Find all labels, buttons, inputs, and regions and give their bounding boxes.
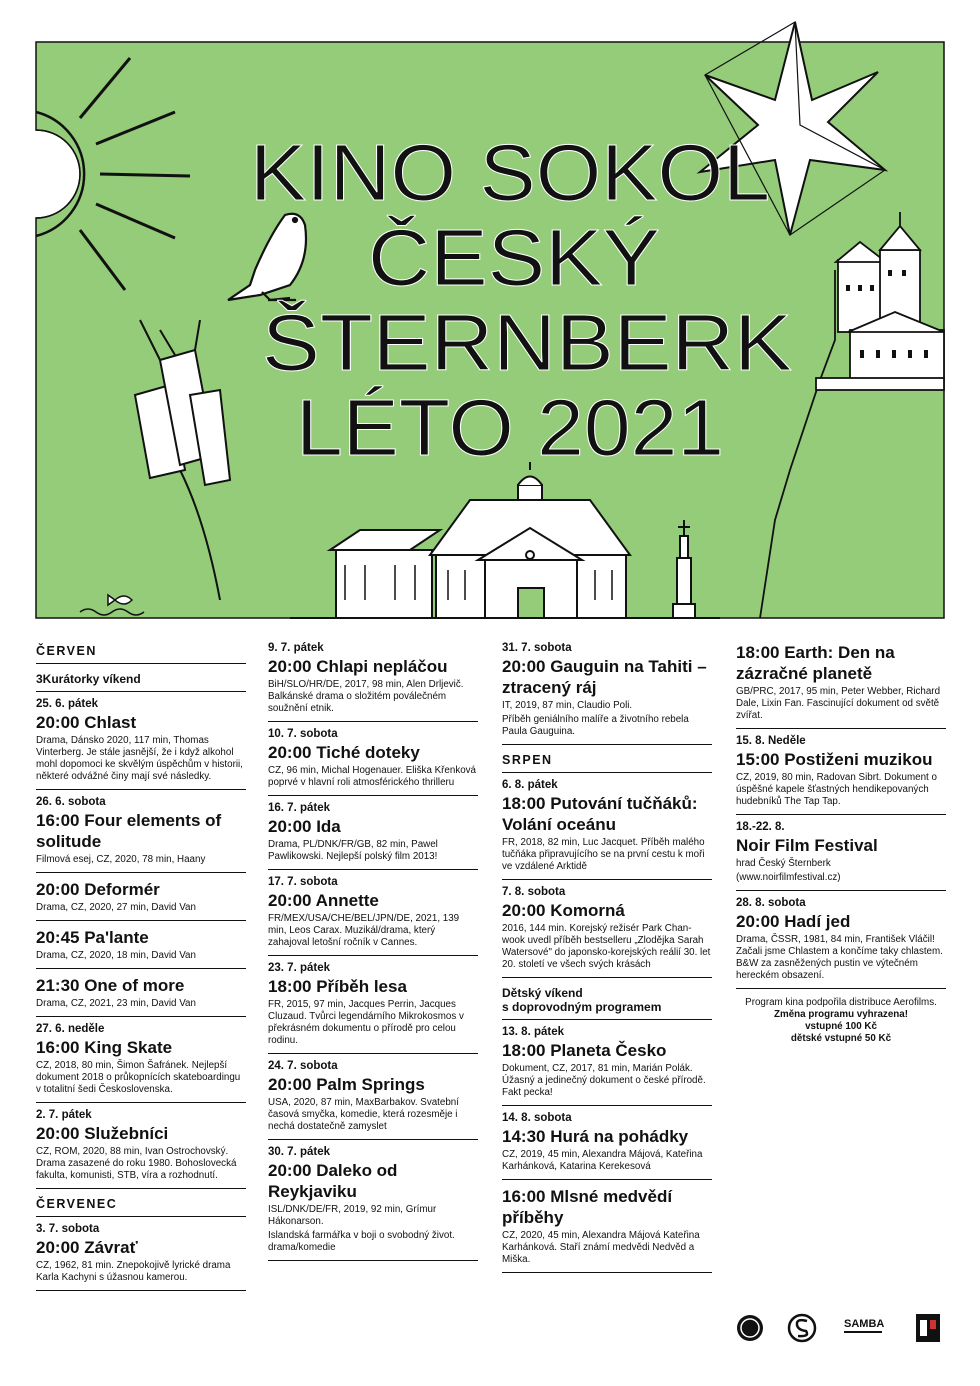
event-description: Drama, ČSSR, 1981, 84 min, František Vláčil! Začali jsme Chlastem a končíme taky chlastem. B&W za zasněžených pustin ve výtečném hereckém obsazení.: [736, 934, 943, 981]
event-title: 20:00 Palm Springs: [268, 1075, 425, 1094]
event-description: FR, 2015, 97 min, Jacques Perrin, Jacques Cluzaud. Tvůrci legendárního Mikrokosmos v překrásném dokumentu o přírodě pro celou rodinu.: [268, 999, 464, 1046]
event-date: 3. 7. sobota: [36, 1223, 100, 1235]
event-date: 16. 7. pátek: [268, 802, 331, 814]
event-description: 2016, 144 min. Korejský režisér Park Chan-wook uvedl příběh bestselleru „Zlodějka Sarah Watersové" do japonsko-korejských reálií 30. let 20. století ve všech svých krásách: [502, 923, 711, 970]
event-date: 10. 7. sobota: [268, 728, 338, 740]
event-title: 20:00 Ida: [268, 817, 341, 836]
event-date: 31. 7. sobota: [502, 642, 572, 654]
event-description-extra: Příběh geniálního malíře a životního rebela Paula Gauguina.: [502, 714, 689, 737]
event-item: [268, 722, 478, 796]
event-date: 25. 6. pátek: [36, 698, 99, 710]
event-item: [736, 815, 946, 891]
event-title: 20:00 Tiché doteky: [268, 743, 420, 762]
kids-weekend-label: [502, 978, 712, 1020]
event-date: 27. 6. neděle: [36, 1023, 105, 1035]
event-description: Drama, PL/DNK/FR/GB, 82 min, Pawel Pawlikowski. Nejlepší polský film 2013!: [268, 839, 438, 862]
logo-noir-icon: [916, 1314, 940, 1342]
event-date: 28. 8. sobota: [736, 897, 806, 909]
program-column-4: [736, 636, 946, 1045]
program-column-1: [36, 636, 246, 1291]
event-description: CZ, 2020, 45 min, Alexandra Májová Kateřina Karhánková. Staří známí medvědi Nedvěd a Miška.: [502, 1230, 700, 1265]
poster-banner: [0, 0, 980, 630]
event-item: [268, 1140, 478, 1261]
partner-logos: [736, 1310, 946, 1346]
event-title: 16:00 Mlsné medvědí příběhy: [502, 1187, 673, 1227]
event-title: 20:45 Pa'lante: [36, 928, 149, 947]
title-line-1: KINO SOKOL: [250, 128, 770, 217]
event-item: [36, 790, 246, 873]
event-item: [736, 636, 946, 729]
footer-kids-admission: dětské vstupné 50 Kč: [790, 1033, 892, 1044]
footer-sponsor: Program kina podpořila distribuce Aerofilms.: [745, 997, 937, 1008]
section-heading-july: ČERVENEC: [36, 1189, 246, 1217]
event-description: CZ, 2019, 45 min, Alexandra Májová, Kateřina Karhánková, Katarina Kerekesová: [502, 1149, 703, 1172]
event-title: 20:00 Deformér: [36, 880, 160, 899]
event-title: 20:00 Závrať: [36, 1238, 138, 1257]
event-item: [36, 692, 246, 790]
event-date: 23. 7. pátek: [268, 962, 331, 974]
event-date: 24. 7. sobota: [268, 1060, 338, 1072]
kids-weekend-line-1: Dětský víkend: [502, 986, 583, 1000]
event-date: 15. 8. Neděle: [736, 735, 806, 747]
event-title: 20:00 Annette: [268, 891, 379, 910]
event-title: 16:00 Four elements of solitude: [36, 811, 222, 851]
event-date: 6. 8. pátek: [502, 779, 558, 791]
event-title: 20:00 Chlapi nepláčou: [268, 657, 448, 676]
event-description: FR, 2018, 82 min, Luc Jacquet. Příběh malého tučňáka připravujícího se na první cestu k moři ve vzdálené Arktidě: [502, 837, 705, 872]
event-item: [36, 873, 246, 921]
section-heading-august: SRPEN: [502, 745, 712, 773]
curators-weekend-label: 3Kurátorky víkend: [36, 664, 246, 692]
event-description: ISL/DNK/DE/FR, 2019, 92 min, Grímur Hákonarson.: [268, 1204, 437, 1227]
event-title: 20:00 Služebníci: [36, 1124, 169, 1143]
kids-weekend-line-2: s doprovodným programem: [502, 1000, 662, 1014]
event-date: 26. 6. sobota: [36, 796, 106, 808]
event-description: CZ, 1962, 81 min. Znepokojivě lyrické drama Karla Kachyni s úžasnou kamerou.: [36, 1260, 231, 1283]
event-title: 18:00 Příběh lesa: [268, 977, 407, 996]
event-description: CZ, 96 min, Michal Hogenauer. Eliška Křenková poprvé v hlavní roli atmosférického thrilleru: [268, 765, 477, 788]
event-item: [36, 921, 246, 969]
event-description: Drama, CZ, 2020, 18 min, David Van: [36, 950, 196, 961]
event-title: 20:00 Hadí jed: [736, 912, 851, 931]
event-description: USA, 2020, 87 min, MaxBarbakov. Svatební časová smyčka, komedie, která rozesměje i nechá dostatečně zamyslet: [268, 1097, 459, 1132]
event-description: GB/PRC, 2017, 95 min, Peter Webber, Richard Dale, Lixin Fan. Fascinující dokument od světě zvířat.: [736, 686, 941, 721]
event-description: Filmová esej, CZ, 2020, 78 min, Haany: [36, 854, 206, 865]
footer-admission: vstupné 100 Kč: [805, 1021, 877, 1032]
event-description: Drama, CZ, 2020, 27 min, David Van: [36, 902, 196, 913]
program-column-3: [502, 636, 712, 1273]
event-item: [36, 1217, 246, 1291]
event-title: 18:00 Putování tučňáků: Volání oceánu: [502, 794, 698, 834]
footer-change-notice: Změna programu vyhrazena!: [774, 1009, 908, 1020]
event-title: 14:30 Hurá na pohádky: [502, 1127, 689, 1146]
logo-samba: SAMBA: [844, 1318, 885, 1330]
event-date: 7. 8. sobota: [502, 886, 566, 898]
event-title: 20:00 Chlast: [36, 713, 137, 732]
event-description-extra: (www.noirfilmfestival.cz): [736, 872, 841, 883]
event-description: CZ, 2019, 80 min, Radovan Sibrt. Dokument o úspěšné kapele šťastných hendikepovaných hudebníků The Tap Tap.: [736, 772, 937, 807]
event-description: Drama, CZ, 2021, 23 min, David Van: [36, 998, 196, 1009]
event-title: 16:00 King Skate: [36, 1038, 173, 1057]
event-title: Noir Film Festival: [736, 836, 878, 855]
event-item: [502, 636, 712, 745]
event-title: 18:00 Planeta Česko: [502, 1041, 667, 1060]
event-date: 2. 7. pátek: [36, 1109, 92, 1121]
logo-circle-1-icon: [737, 1315, 763, 1341]
poster-title: [250, 128, 792, 472]
event-description: IT, 2019, 87 min, Claudio Poli.: [502, 700, 633, 711]
event-date: 17. 7. sobota: [268, 876, 338, 888]
title-line-2: ČESKÝ: [368, 213, 660, 302]
program-column-2: [268, 636, 478, 1261]
event-item: [268, 636, 478, 722]
event-item: [36, 1017, 246, 1103]
event-title: 21:30 One of more: [36, 976, 185, 995]
event-item: [268, 1054, 478, 1140]
event-description: hrad Český Šternberk: [736, 858, 831, 869]
event-item: [502, 1106, 712, 1180]
footer-notes: [736, 997, 946, 1045]
event-description: CZ, ROM, 2020, 88 min, Ivan Ostrochovský. Drama zasazené do roku 1980. Bohoslovecká fakulta, komunisti, STB, víra a rozhodnutí.: [36, 1146, 237, 1181]
event-item: [268, 870, 478, 956]
event-item: [736, 891, 946, 989]
logo-sokol-icon: [789, 1315, 815, 1341]
event-item: [502, 1020, 712, 1106]
event-item: [268, 956, 478, 1054]
event-item: [36, 1103, 246, 1189]
event-date: 14. 8. sobota: [502, 1112, 572, 1124]
event-title: 18:00 Earth: Den na zázračné planetě: [736, 643, 895, 683]
event-date: 30. 7. pátek: [268, 1146, 331, 1158]
event-date: 9. 7. pátek: [268, 642, 324, 654]
event-item: [502, 1180, 712, 1273]
event-date: 18.-22. 8.: [736, 821, 785, 833]
title-line-3: ŠTERNBERK: [262, 298, 792, 387]
event-description: CZ, 2018, 80 min, Šimon Šafránek. Nejlepší dokument 2018 o průkopnících skateboardingu v totalitní šedi Československa.: [36, 1060, 241, 1095]
event-item: [502, 773, 712, 880]
event-date: 13. 8. pátek: [502, 1026, 565, 1038]
event-item: [736, 729, 946, 815]
event-title: 15:00 Postiženi muzikou: [736, 750, 933, 769]
event-description: Drama, Dánsko 2020, 117 min, Thomas Vinterberg. Je stále jasnější, že i když alkohol mohl dopomoci ke skvělým úspěchům v historii, některé odvážné činy mají své následky.: [36, 735, 243, 782]
event-title: 20:00 Gauguin na Tahiti – ztracený ráj: [502, 657, 707, 697]
event-item: [36, 969, 246, 1017]
event-title: 20:00 Daleko od Reykjaviku: [268, 1161, 398, 1201]
event-title: 20:00 Komorná: [502, 901, 625, 920]
title-line-4: LÉTO 2021: [296, 383, 724, 472]
event-item: [502, 880, 712, 978]
section-heading-june: ČERVEN: [36, 636, 246, 664]
event-item: [268, 796, 478, 870]
event-description: BiH/SLO/HR/DE, 2017, 98 min, Alen Drljevič. Balkánské drama o složitém poválečném soužnění etnik.: [268, 679, 464, 714]
event-description-extra: Islandská farmářka v boji o svobodný život. drama/komedie: [268, 1230, 455, 1253]
event-description: Dokument, CZ, 2017, 81 min, Marián Polák. Úžasný a jedinečný dokument o české přírodě. Fakt pecka!: [502, 1063, 706, 1098]
event-description: FR/MEX/USA/CHE/BEL/JPN/DE, 2021, 139 min, Leos Carax. Muzikál/drama, který zahajoval letošní ročník v Cannes.: [268, 913, 460, 948]
